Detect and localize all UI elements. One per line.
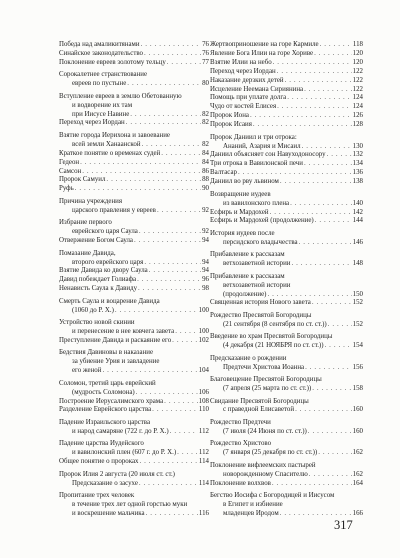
toc-entry-title: (7 января (25 декабря по ст. ст.)) bbox=[223, 449, 318, 457]
toc-entry-title: Три отрока в Вавилонской печи bbox=[210, 160, 303, 168]
leader-dots bbox=[161, 150, 201, 159]
toc-entry bbox=[210, 151, 363, 160]
leader-dots bbox=[102, 367, 197, 376]
toc-entry-page: 126 bbox=[352, 112, 363, 120]
page-number: 317 bbox=[334, 518, 353, 532]
leader-dots bbox=[139, 228, 201, 237]
toc-entry-title: Руфь bbox=[59, 185, 74, 193]
toc-entry-page: 128 bbox=[352, 121, 363, 129]
toc-entry bbox=[210, 41, 363, 50]
toc-entry bbox=[59, 276, 209, 285]
leader-dots bbox=[82, 168, 201, 177]
leader-dots bbox=[270, 209, 352, 218]
toc-entry bbox=[210, 480, 363, 489]
toc-entry-title: (21 сентября (8 сентября по ст. ст.)) bbox=[223, 320, 327, 328]
toc-entry-page: 156 bbox=[352, 363, 363, 371]
toc-entry-title: Предтечи Христова Иоанна bbox=[223, 363, 305, 371]
toc-entry bbox=[59, 185, 209, 194]
toc-entry-title: Прибавление к рассказам bbox=[210, 272, 285, 280]
leader-dots bbox=[253, 121, 352, 130]
toc-entry-title: Соломон, третий царь еврейский bbox=[59, 379, 156, 387]
toc-entry-title: Рождество Христово bbox=[210, 440, 272, 448]
leader-dots bbox=[136, 389, 198, 398]
toc-entry-title: Устройство новой скинии bbox=[59, 319, 135, 327]
leader-dots bbox=[175, 328, 197, 337]
toc-entry-title: Есфирь и Мардохей bbox=[210, 208, 269, 216]
toc-entry-title: Построение Иерусалимского храма bbox=[59, 397, 164, 405]
toc-entry-page: 106 bbox=[198, 388, 209, 396]
toc-entry bbox=[210, 312, 363, 330]
toc-entry-page: 88 bbox=[202, 176, 209, 184]
toc-entry bbox=[59, 159, 209, 168]
leader-dots bbox=[304, 86, 352, 95]
toc-entry bbox=[210, 251, 363, 269]
leader-dots bbox=[142, 141, 202, 150]
toc-entry-page: 84 bbox=[202, 149, 209, 157]
toc-entry-title: Бедствия Давиновы в наказание bbox=[59, 349, 154, 357]
toc-entry bbox=[210, 59, 363, 68]
toc-entry-title: Отвержение Богом Саула bbox=[59, 237, 133, 245]
leader-dots bbox=[130, 111, 201, 120]
leader-dots bbox=[328, 321, 352, 330]
toc-entry-title: Взятие города Иерихона и завоевание bbox=[59, 131, 170, 139]
toc-entry-page: 112 bbox=[198, 449, 209, 457]
toc-entry-title: Возвращение иудеев bbox=[210, 190, 271, 198]
toc-entry-title: Победа над амаликитянами bbox=[59, 41, 140, 48]
toc-entry-page: 94 bbox=[202, 258, 209, 266]
toc-entry-title: с праведной Елисаветой bbox=[223, 406, 295, 414]
leader-dots bbox=[325, 342, 352, 351]
toc-entry-title: Сорокалетнее странствование bbox=[59, 71, 148, 79]
leader-dots bbox=[106, 176, 201, 185]
toc-entry-title: Самсон bbox=[59, 167, 82, 175]
toc-entry-title: Переход через Иордан bbox=[59, 119, 125, 127]
toc-entry bbox=[59, 132, 209, 150]
leader-dots bbox=[172, 337, 197, 346]
toc-entry-title: Даниил объясняет сон Навуходоносору bbox=[210, 151, 326, 159]
toc-entry-page: 132 bbox=[352, 151, 363, 159]
leader-dots bbox=[273, 59, 352, 68]
toc-entry-title: Пророк Илия 2 августа (20 июля ст. ст.) bbox=[59, 470, 175, 478]
toc-entry-title: Наказание дерзких детей bbox=[210, 76, 284, 84]
toc-entry bbox=[59, 168, 209, 177]
toc-entry bbox=[210, 68, 363, 77]
toc-entry-title: при Иисусе Навине bbox=[72, 110, 130, 118]
toc-entry bbox=[59, 267, 209, 276]
toc-entry-title: царского правления у евреев bbox=[72, 206, 156, 214]
toc-entry-title: персидского владычества bbox=[223, 238, 298, 246]
toc-entry-page: 160 bbox=[352, 406, 363, 414]
toc-entry-page: 90 bbox=[202, 185, 209, 193]
toc-entry-title: Ненависть Саула к Давиду bbox=[59, 285, 138, 293]
toc-entry-page: 124 bbox=[352, 103, 363, 111]
toc-entry bbox=[210, 217, 363, 226]
leader-dots bbox=[290, 200, 352, 209]
toc-entry bbox=[59, 50, 209, 59]
toc-entry bbox=[210, 169, 363, 178]
toc-entry bbox=[59, 219, 209, 237]
leader-dots bbox=[137, 276, 201, 285]
toc-entry-title: из вавилонского плена bbox=[223, 199, 290, 207]
toc-entry-page: 116 bbox=[198, 509, 209, 517]
toc-entry-page: 114 bbox=[198, 479, 209, 487]
toc-entry-page: 82 bbox=[202, 110, 209, 118]
toc-entry-title: Гедеон bbox=[59, 158, 80, 166]
leader-dots bbox=[144, 259, 201, 268]
toc-entry-title: (1060 до Р. Х.) bbox=[72, 306, 114, 314]
toc-entry-title: Поклонение волхвов bbox=[210, 479, 271, 487]
toc-entry-title: и водворение их там bbox=[72, 101, 133, 109]
leader-dots bbox=[164, 398, 197, 407]
toc-entry bbox=[210, 50, 363, 59]
toc-entry-title: Даниил во рву львином bbox=[210, 178, 279, 186]
toc-entry bbox=[210, 134, 363, 152]
toc-entry-title: Пророк Исаия bbox=[210, 121, 252, 129]
toc-entry-title: всей земли Ханаанской bbox=[72, 140, 141, 148]
toc-entry bbox=[59, 285, 209, 294]
toc-entry-page: 96 bbox=[202, 276, 209, 284]
toc-entry bbox=[59, 93, 209, 120]
toc-right-column bbox=[210, 41, 363, 519]
leader-dots bbox=[277, 68, 352, 77]
toc-entry bbox=[210, 121, 363, 130]
leader-dots bbox=[285, 77, 352, 86]
toc-left-column bbox=[59, 41, 209, 519]
leader-dots bbox=[80, 159, 201, 168]
leader-dots bbox=[308, 428, 352, 437]
leader-dots bbox=[141, 41, 202, 50]
leader-dots bbox=[291, 260, 351, 269]
toc-entry-title: (мудрость Соломона) bbox=[72, 388, 135, 396]
toc-entry-title: Священная история Нового завета bbox=[210, 299, 311, 307]
toc-entry bbox=[59, 492, 209, 519]
toc-entry-title: Введение во храм Пресвятой Богородицы bbox=[210, 333, 333, 341]
toc-entry bbox=[59, 59, 209, 68]
toc-entry bbox=[59, 458, 209, 467]
toc-entry-page: 162 bbox=[352, 470, 363, 478]
toc-entry-title: младенцев Иродом bbox=[223, 509, 279, 517]
leader-dots bbox=[138, 285, 201, 294]
leader-dots bbox=[238, 169, 352, 178]
toc-entry-title: Жертвоприношение на горе Кармиле bbox=[210, 41, 319, 48]
toc-entry-page: 136 bbox=[352, 169, 363, 177]
toc-entry-title: Краткое понятие о временах судей bbox=[59, 149, 161, 157]
leader-dots bbox=[267, 291, 351, 300]
toc-entry-title: Пророк Иона bbox=[210, 112, 249, 120]
toc-entry bbox=[210, 112, 363, 121]
toc-entry-title: Чудо от костей Елисея bbox=[210, 103, 277, 111]
toc-entry bbox=[59, 198, 209, 216]
leader-dots bbox=[152, 406, 198, 415]
toc-entry-title: Рождество Предтечи bbox=[210, 418, 271, 426]
toc-entry-page: 120 bbox=[352, 58, 363, 66]
toc-entry-page: 130 bbox=[352, 142, 363, 150]
leader-dots bbox=[146, 510, 198, 519]
leader-dots bbox=[272, 480, 352, 489]
toc-entry-title: Пророк Даниил и три отрока: bbox=[210, 133, 297, 141]
toc-entry-page: 162 bbox=[352, 449, 363, 457]
toc-entry-page: 94 bbox=[202, 267, 209, 275]
toc-entry-title: Рождество Пресвятой Богородицы bbox=[210, 311, 312, 319]
toc-entry-page: 142 bbox=[352, 208, 363, 216]
toc-entry-title: Переход через Иордан bbox=[210, 67, 276, 75]
toc-entry-page: 86 bbox=[202, 167, 209, 175]
toc-entry-page: 122 bbox=[352, 67, 363, 75]
toc-entry-page: 118 bbox=[352, 41, 363, 48]
toc-entry bbox=[59, 349, 209, 376]
toc-entry-title: Есфирь и Мардохей (продолжение) bbox=[210, 217, 314, 225]
toc-entry-page: 84 bbox=[202, 158, 209, 166]
toc-entry-page: 76 bbox=[202, 49, 209, 57]
leader-dots bbox=[149, 267, 201, 276]
toc-entry bbox=[210, 355, 363, 373]
toc-entry-title: Вступление евреев в землю Обетованную bbox=[59, 92, 182, 100]
leader-dots bbox=[287, 94, 351, 103]
leader-dots bbox=[139, 480, 198, 489]
toc-entry-page: 152 bbox=[352, 299, 363, 307]
toc-entry-page: 160 bbox=[352, 427, 363, 435]
leader-dots bbox=[312, 299, 352, 308]
toc-entry-title: Бегство Иосифа с Богородицей и Иисусом bbox=[210, 492, 335, 500]
toc-entry bbox=[59, 398, 209, 407]
toc-entry-page: 148 bbox=[352, 260, 363, 268]
leader-dots bbox=[126, 119, 201, 128]
toc-entry-title: евреев по пустыне bbox=[72, 80, 127, 88]
toc-entry-title: новорожденному Спасителю bbox=[223, 470, 308, 478]
toc-entry-title: Избрание первого bbox=[59, 219, 112, 227]
toc-entry-title: Предсказание о рождении bbox=[210, 354, 287, 362]
toc-entry-page: 76 bbox=[202, 41, 209, 48]
leader-dots bbox=[320, 41, 352, 50]
toc-entry-page: 140 bbox=[352, 199, 363, 207]
leader-dots bbox=[314, 50, 352, 59]
toc-entry-title: Пророк Самуил bbox=[59, 176, 106, 184]
toc-entry-page: 146 bbox=[352, 238, 363, 246]
toc-entry bbox=[59, 471, 209, 489]
toc-entry bbox=[210, 230, 363, 248]
toc-entry-title: (4 декабря (21 НОЯБРЯ по ст. ст.)) bbox=[223, 342, 324, 350]
leader-dots bbox=[75, 185, 201, 194]
leader-dots bbox=[305, 364, 352, 373]
toc-entry-title: ветхозаветной истории bbox=[223, 260, 291, 268]
toc-entry-title: Явление Бога Илии на горе Хориве bbox=[210, 49, 314, 57]
leader-dots bbox=[280, 178, 352, 187]
toc-entry-title: и вавилонский плен (607 г. до Р. Х.) bbox=[72, 449, 177, 457]
toc-entry-page: 144 bbox=[352, 217, 363, 225]
toc-entry-title: (продолжение) bbox=[223, 290, 267, 298]
toc-entry-page: 98 bbox=[202, 285, 209, 293]
toc-entry bbox=[59, 150, 209, 159]
toc-entry bbox=[210, 273, 363, 300]
toc-entry-title: Падение царства Иудейского bbox=[59, 440, 144, 448]
toc-entry-title: Свидание Пресвятой Богородицы bbox=[210, 397, 309, 405]
toc-entry bbox=[210, 191, 363, 209]
toc-entry-title: Разделение Еврейского царства bbox=[59, 406, 152, 414]
toc-entry-title: Исцеление Неемана Сириянина bbox=[210, 85, 304, 93]
leader-dots bbox=[170, 428, 198, 437]
leader-dots bbox=[299, 239, 352, 248]
toc-entry-page: 164 bbox=[352, 479, 363, 487]
toc-entry-title: Ананий, Азария и Мисаил bbox=[223, 142, 301, 150]
toc-entry-title: (7 июля (24 Июня по ст. ст.)) bbox=[223, 427, 307, 435]
leader-dots bbox=[134, 237, 201, 246]
toc-entry-title: История иудеев после bbox=[210, 229, 275, 237]
toc-entry-page: 122 bbox=[352, 76, 363, 84]
toc-entry bbox=[210, 440, 363, 458]
toc-entry-page: 77 bbox=[202, 58, 209, 66]
toc-entry-title: Падение Израильского царства bbox=[59, 418, 151, 426]
toc-entry-title: Благовещение Пресвятой Богородицы bbox=[210, 376, 322, 384]
toc-entry-page: 92 bbox=[202, 228, 209, 236]
leader-dots bbox=[318, 449, 351, 458]
leader-dots bbox=[309, 471, 352, 480]
toc-entry bbox=[59, 250, 209, 268]
toc-entry bbox=[59, 119, 209, 128]
toc-entry-page: 112 bbox=[198, 427, 209, 435]
toc-entry bbox=[210, 103, 363, 112]
toc-entry bbox=[210, 376, 363, 394]
toc-entry-title: (7 апреля (25 марта по ст. ст.)) bbox=[223, 385, 312, 393]
toc-entry-page: 154 bbox=[352, 342, 363, 350]
leader-dots bbox=[157, 207, 201, 216]
toc-entry bbox=[59, 380, 209, 398]
toc-entry bbox=[59, 406, 209, 415]
toc-entry bbox=[59, 176, 209, 185]
toc-entry-title: Синайское законодательство bbox=[59, 49, 143, 57]
toc-entry-title: и перенесение в нее ковчега завета bbox=[72, 328, 175, 336]
toc-entry-title: Прибавление к рассказам bbox=[210, 251, 285, 259]
toc-entry-page: 122 bbox=[352, 85, 363, 93]
toc-entry-page: 108 bbox=[198, 397, 209, 405]
leader-dots bbox=[315, 217, 352, 226]
toc-entry bbox=[210, 77, 363, 86]
toc-entry bbox=[59, 337, 209, 346]
toc-entry-page: 110 bbox=[198, 406, 209, 414]
leader-dots bbox=[167, 59, 201, 68]
toc-entry-title: Взятие Давида ко двору Саула bbox=[59, 267, 148, 275]
toc-entry bbox=[210, 94, 363, 103]
toc-entry-page: 120 bbox=[352, 49, 363, 57]
toc-entry-title: Преступление Давида и раскаяние его bbox=[59, 336, 172, 344]
toc-entry-title: и воскрешение мальчика bbox=[72, 509, 145, 517]
toc-entry-title: Помазание Давида, bbox=[59, 249, 116, 257]
toc-entry-title: за убиение Урия и завладение bbox=[72, 358, 160, 366]
toc-entry bbox=[210, 398, 363, 416]
toc-entry-title: и народ самаряне (722 г. до Р. Х.) bbox=[72, 427, 169, 435]
toc-entry-page: 138 bbox=[352, 178, 363, 186]
toc-entry bbox=[59, 237, 209, 246]
leader-dots bbox=[139, 458, 197, 467]
toc-entry bbox=[59, 440, 209, 458]
leader-dots bbox=[115, 307, 198, 316]
toc-entry bbox=[210, 492, 363, 519]
toc-entry-title: Помощь при уплате долга bbox=[210, 94, 287, 102]
leader-dots bbox=[304, 160, 352, 169]
toc-entry-page: 102 bbox=[198, 336, 209, 344]
toc-entry bbox=[210, 160, 363, 169]
toc-entry bbox=[210, 86, 363, 95]
leader-dots bbox=[177, 449, 198, 458]
toc-entry-page: 92 bbox=[202, 206, 209, 214]
toc-entry-title: Поклонение евреев золотому тельцу bbox=[59, 58, 166, 66]
leader-dots bbox=[312, 385, 351, 394]
toc-entry bbox=[59, 71, 209, 89]
toc-entry-page: 100 bbox=[198, 328, 209, 336]
leader-dots bbox=[327, 151, 352, 160]
leader-dots bbox=[144, 50, 201, 59]
leader-dots bbox=[250, 112, 352, 121]
toc-entry-page: 100 bbox=[198, 306, 209, 314]
leader-dots bbox=[295, 406, 352, 415]
toc-entry-page: 94 bbox=[202, 237, 209, 245]
toc-entry-title: Предсказание о засухе bbox=[72, 479, 138, 487]
toc-entry-page: 82 bbox=[202, 119, 209, 127]
toc-entry-page: 150 bbox=[352, 290, 363, 298]
toc-entry-title: Давид побеждает Голиафа bbox=[59, 276, 137, 284]
toc-entry bbox=[210, 209, 363, 218]
leader-dots bbox=[277, 103, 352, 112]
toc-entry-title: Взятие Илии на небо bbox=[210, 58, 272, 66]
toc-entry bbox=[59, 319, 209, 337]
toc-entry-page: 152 bbox=[352, 320, 363, 328]
leader-dots bbox=[302, 143, 352, 152]
leader-dots bbox=[127, 80, 201, 89]
toc-entry-title: еврейского царя Саула bbox=[72, 228, 138, 236]
toc-entry bbox=[59, 41, 209, 50]
toc-entry-title: Пропитание трех человек bbox=[59, 492, 135, 500]
toc-entry-title: Валтасар bbox=[210, 169, 237, 177]
toc-entry-page: 104 bbox=[198, 367, 209, 375]
toc-entry-page: 114 bbox=[198, 458, 209, 466]
toc-entry-title: Причина учреждения bbox=[59, 197, 123, 205]
toc-entry bbox=[210, 462, 363, 480]
toc-entry-page: 158 bbox=[352, 385, 363, 393]
toc-entry bbox=[210, 299, 363, 308]
toc-entry-title: в течение трех лет одной горстью муки bbox=[72, 501, 188, 508]
toc-entry bbox=[59, 419, 209, 437]
toc-entry bbox=[59, 298, 209, 316]
toc-entry-title: второго еврейского царя bbox=[72, 258, 144, 266]
toc-entry bbox=[210, 419, 363, 437]
toc-entry-title: Смерть Саула и воцарение Давида bbox=[59, 297, 160, 305]
toc-entry-title: в Египет и избиение bbox=[223, 501, 283, 508]
toc-entry-page: 134 bbox=[352, 160, 363, 168]
toc-entry bbox=[210, 178, 363, 187]
toc-entry-page: 82 bbox=[202, 140, 209, 148]
toc-entry-page: 166 bbox=[352, 509, 363, 517]
toc-entry-page: 124 bbox=[352, 94, 363, 102]
toc-entry-title: ветхозаветной истории bbox=[223, 281, 291, 289]
toc-entry-title: Общее понятие о пророках bbox=[59, 458, 139, 466]
toc-entry-title: его женой bbox=[72, 367, 102, 375]
toc-entry bbox=[210, 333, 363, 351]
toc-entry-title: Поклонение вифлеемских пастырей bbox=[210, 461, 316, 469]
toc-entry-page: 80 bbox=[202, 80, 209, 88]
